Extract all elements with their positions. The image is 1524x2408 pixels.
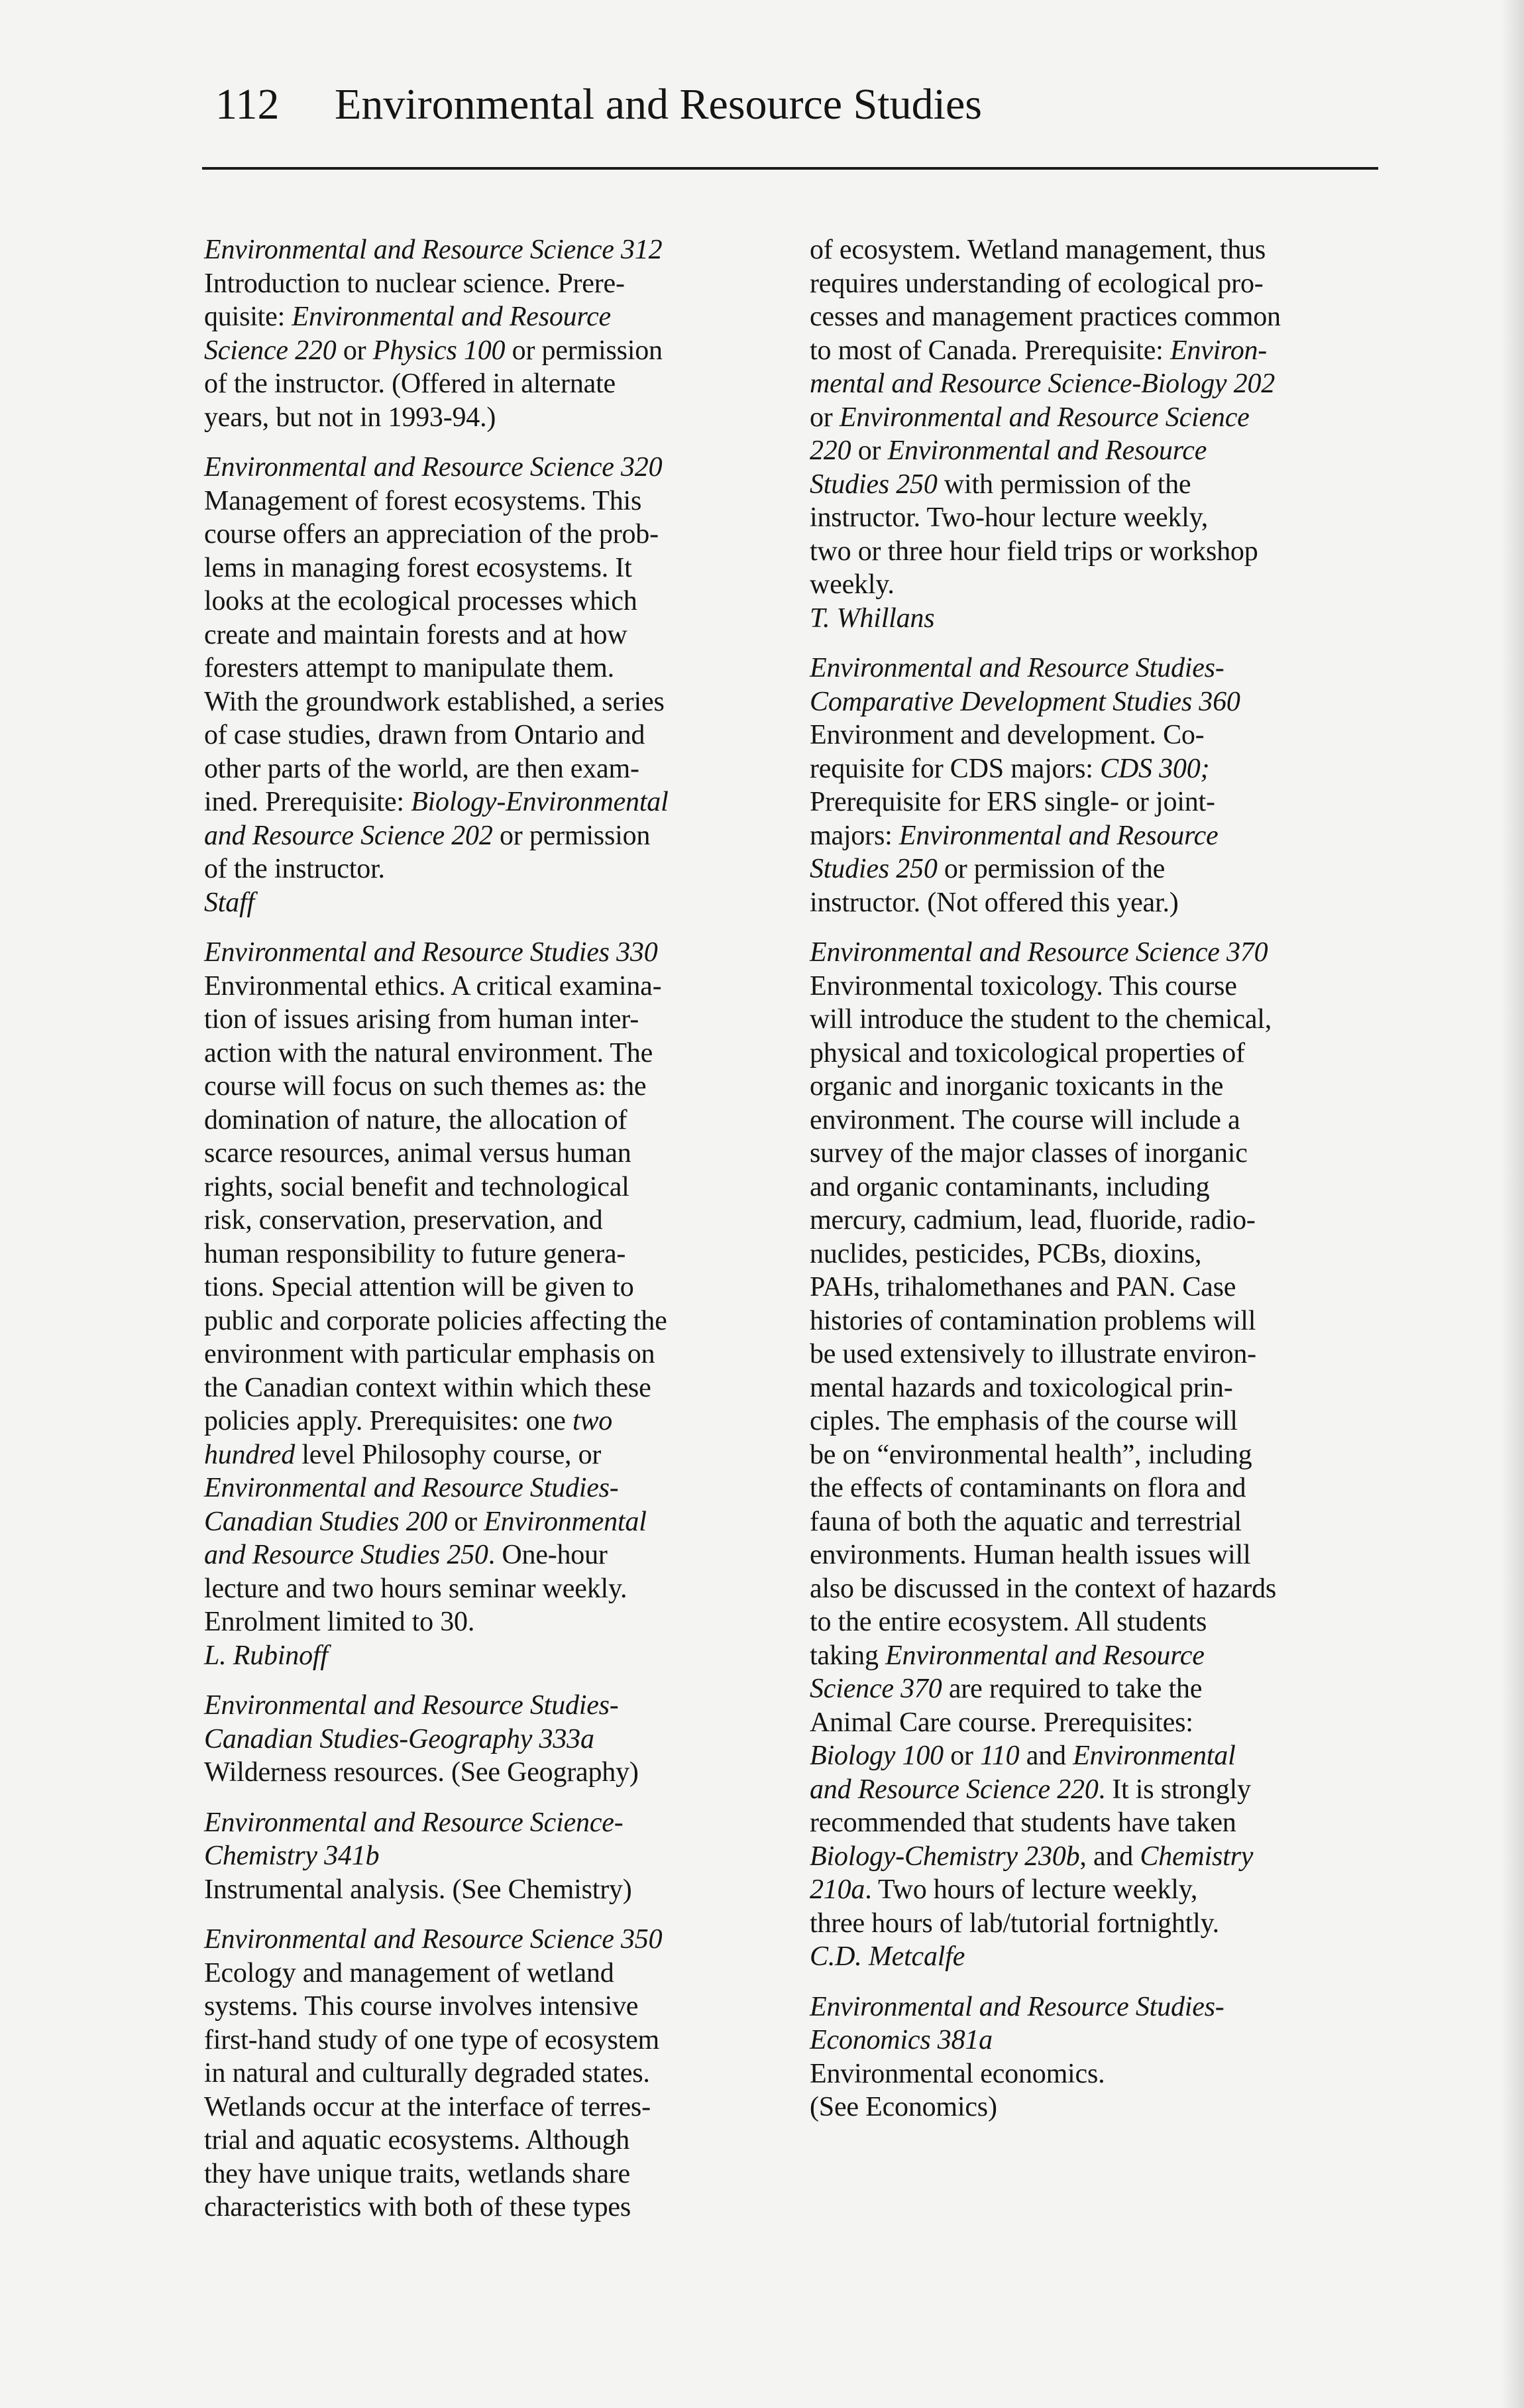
roman-text: cesses and management practices common (810, 302, 1281, 332)
roman-text: course will focus on such themes as: the (204, 1071, 647, 1102)
text-line (810, 2057, 1373, 2091)
text-line (204, 936, 767, 970)
roman-text: or (447, 1506, 484, 1537)
italic-text: Environmental and Resource (898, 820, 1219, 851)
roman-text: mental hazards and toxicological prin- (810, 1372, 1233, 1403)
italic-text: and Resource Science 202 (204, 820, 493, 851)
text-line (204, 1271, 767, 1304)
roman-text: the Canadian context within which these (204, 1372, 651, 1403)
roman-text: action with the natural environment. The (204, 1037, 653, 1068)
text-line (810, 602, 1373, 636)
roman-text: risk, conservation, preservation, and (204, 1205, 603, 1235)
text-line (810, 1104, 1373, 1137)
roman-text: policies apply. Prerequisites: one (204, 1406, 572, 1436)
text-line (204, 1839, 767, 1873)
text-line (204, 1806, 767, 1840)
roman-text: ined. Prerequisite: (204, 787, 411, 817)
text-line (204, 1505, 767, 1539)
roman-text: environments. Human health issues will (810, 1540, 1251, 1570)
text-line (204, 518, 767, 551)
roman-text: taking (810, 1640, 886, 1671)
text-line (810, 1538, 1373, 1572)
roman-text: be on “environmental health”, including (810, 1439, 1252, 1470)
italic-text: 110 (980, 1741, 1020, 1771)
text-line (810, 535, 1373, 569)
roman-text: environment. The course will include a (810, 1104, 1240, 1135)
roman-text: or (810, 402, 840, 433)
text-line (204, 1639, 767, 1673)
text-line (204, 1756, 767, 1790)
text-line (810, 1003, 1373, 1037)
italic-text: C.D. Metcalfe (810, 1941, 965, 1972)
text-line (810, 1873, 1373, 1907)
roman-text: or permission (492, 820, 651, 851)
course-entry (810, 1990, 1373, 2124)
italic-text: Environmental (484, 1506, 647, 1537)
text-line (204, 2157, 767, 2191)
text-line (204, 1137, 767, 1171)
course-entry (810, 652, 1373, 919)
text-line (810, 1639, 1373, 1673)
roman-text: scarce resources, animal versus human (204, 1138, 631, 1169)
text-line (204, 267, 767, 301)
text-line (810, 401, 1373, 435)
text-line (204, 1237, 767, 1271)
italic-text: two (572, 1406, 613, 1436)
text-line (810, 1739, 1373, 1773)
text-line (810, 1237, 1373, 1271)
text-line (204, 2124, 767, 2157)
roman-text: trial and aquatic ecosystems. Although (204, 2125, 630, 2155)
text-line (204, 1471, 767, 1505)
roman-text: of the instructor. (204, 854, 385, 884)
roman-text: or (336, 335, 373, 366)
italic-text: L. Rubinoff (204, 1640, 328, 1671)
roman-text: weekly. (810, 569, 895, 600)
course-entry (810, 233, 1373, 635)
roman-text: instructor. Two-hour lecture weekly, (810, 502, 1209, 533)
roman-text: Wetlands occur at the interface of terres- (204, 2091, 651, 2122)
italic-text: Environ- (1170, 335, 1268, 366)
roman-text: , and (1079, 1841, 1140, 1872)
text-line (204, 785, 767, 819)
text-line (810, 1572, 1373, 1606)
text-line (204, 1338, 767, 1371)
italic-text: Environmental and Resource Science- (204, 1807, 624, 1838)
roman-text: level Philosophy course, or (295, 1439, 602, 1470)
page-header (215, 72, 1375, 144)
italic-text: Canadian Studies 200 (204, 1506, 448, 1537)
roman-text: instructor. (Not offered this year.) (810, 887, 1179, 918)
text-line (810, 1806, 1373, 1840)
text-line (810, 652, 1373, 685)
italic-text: Environmental and Resource (885, 1640, 1205, 1671)
text-line (810, 367, 1373, 401)
roman-text: . It is strongly (1098, 1774, 1251, 1805)
text-line (204, 752, 767, 786)
text-line (204, 1990, 767, 2024)
italic-text: Environmental and Resource Science 370 (810, 937, 1268, 968)
roman-text: of case studies, drawn from Ontario and (204, 720, 645, 750)
italic-text: Environmental and Resource (292, 302, 611, 332)
text-line (204, 1304, 767, 1338)
text-line (810, 1706, 1373, 1740)
roman-text: Management of forest ecosystems. This (204, 485, 642, 516)
course-entry (204, 936, 767, 1672)
text-line (810, 1338, 1373, 1371)
text-line (204, 1438, 767, 1472)
italic-text: 220 (810, 435, 851, 466)
roman-text: or (851, 435, 888, 466)
roman-text: lecture and two hours seminar weekly. (204, 1573, 627, 1604)
roman-text: With the groundwork established, a series (204, 686, 665, 717)
roman-text: with permission of the (937, 469, 1191, 500)
text-line (810, 1304, 1373, 1338)
roman-text: Introduction to nuclear science. Prere- (204, 268, 625, 299)
text-line (810, 1137, 1373, 1171)
roman-text: the effects of contaminants on flora and (810, 1473, 1246, 1503)
text-line (810, 568, 1373, 602)
text-line (810, 501, 1373, 535)
roman-text: create and maintain forests and at how (204, 619, 627, 650)
roman-text: and (1019, 1741, 1073, 1771)
text-line (810, 752, 1373, 786)
text-line (810, 785, 1373, 819)
italic-text: Biology 100 (810, 1741, 944, 1771)
italic-text: Studies 250 (810, 469, 938, 500)
text-line (204, 451, 767, 485)
text-line (204, 367, 767, 401)
text-line (204, 551, 767, 585)
course-entry (204, 1689, 767, 1790)
roman-text: foresters attempt to manipulate them. (204, 653, 614, 683)
page-number: 112 (215, 80, 280, 129)
roman-text: Prerequisite for ERS single- or joint- (810, 787, 1215, 817)
text-line (204, 1723, 767, 1756)
text-line (810, 1672, 1373, 1706)
text-line (204, 401, 767, 435)
roman-text: human responsibility to future genera- (204, 1238, 626, 1269)
text-line (204, 1923, 767, 1957)
italic-text: Environmental and Resource Studies- (810, 653, 1225, 683)
italic-text: Economics 381a (810, 2025, 993, 2055)
roman-text: domination of nature, the allocation of (204, 1104, 627, 1135)
page-edge-shadow (1501, 0, 1524, 2408)
text-line (810, 819, 1373, 853)
roman-text: years, but not in 1993-94.) (204, 402, 496, 433)
italic-text: Environmental and Resource Science 320 (204, 452, 663, 483)
roman-text: or permission of the (937, 854, 1166, 884)
text-line (810, 1605, 1373, 1639)
roman-text: they have unique traits, wetlands share (204, 2158, 630, 2189)
roman-text: two or three hour field trips or workshop (810, 536, 1258, 567)
roman-text: characteristics with both of these types (204, 2192, 631, 2222)
roman-text: of the instructor. (Offered in alternate (204, 369, 616, 399)
roman-text: or permission (505, 335, 663, 366)
italic-text: mental and Resource Science-Biology 202 (810, 369, 1276, 399)
text-line (204, 718, 767, 752)
roman-text: and organic contaminants, including (810, 1171, 1210, 1202)
text-line (204, 819, 767, 853)
text-line (810, 1773, 1373, 1807)
text-line (810, 970, 1373, 1003)
roman-text: Enrolment limited to 30. (204, 1607, 475, 1637)
text-line (204, 1689, 767, 1723)
roman-text: public and corporate policies affecting the (204, 1305, 667, 1336)
text-line (204, 2191, 767, 2224)
text-line (204, 1538, 767, 1572)
roman-text: course offers an appreciation of the prob- (204, 519, 659, 549)
text-line (810, 936, 1373, 970)
text-line (810, 852, 1373, 886)
italic-text: Environmental and Resource Studies- (204, 1690, 619, 1721)
text-line (810, 1204, 1373, 1237)
roman-text: organic and inorganic toxicants in the (810, 1071, 1224, 1102)
italic-text: Environmental and Resource Science 312 (204, 235, 663, 265)
italic-text: Environmental and Resource (887, 435, 1207, 466)
text-line (810, 434, 1373, 468)
roman-text: be used extensively to illustrate environ- (810, 1339, 1256, 1369)
text-line (810, 334, 1373, 368)
italic-text: and Resource Studies 250 (204, 1540, 488, 1570)
roman-text: . Two hours of lecture weekly, (865, 1874, 1198, 1905)
roman-text: recommended that students have taken (810, 1807, 1236, 1838)
text-line (204, 1405, 767, 1438)
course-entry (810, 936, 1373, 1974)
roman-text: or (943, 1741, 981, 1771)
roman-text: Environmental ethics. A critical examina- (204, 970, 662, 1002)
roman-text: PAHs, trihalomethanes and PAN. Case (810, 1272, 1236, 1302)
text-line (204, 485, 767, 518)
text-line (810, 1070, 1373, 1104)
text-line (204, 1003, 767, 1037)
italic-text: Environmental and Resource Studies- (810, 1991, 1225, 2022)
course-entry (204, 1806, 767, 1907)
text-line (204, 852, 767, 886)
italic-text: Environmental (1073, 1741, 1236, 1771)
text-line (204, 685, 767, 719)
roman-text: other parts of the world, are then exam- (204, 753, 639, 784)
italic-text: Chemistry (1140, 1841, 1254, 1872)
text-line (204, 1873, 767, 1907)
text-line (810, 1907, 1373, 1941)
text-line (810, 1471, 1373, 1505)
roman-text: . One-hour (488, 1540, 608, 1570)
italic-text: CDS 300; (1100, 753, 1210, 784)
italic-text: Staff (204, 887, 255, 918)
roman-text: nuclides, pesticides, PCBs, dioxins, (810, 1238, 1202, 1269)
roman-text: ciples. The emphasis of the course will (810, 1406, 1238, 1436)
roman-text: three hours of lab/tutorial fortnightly. (810, 1908, 1219, 1939)
roman-text: of ecosystem. Wetland management, thus (810, 235, 1266, 265)
roman-text: (See Economics) (810, 2092, 997, 2122)
roman-text: environment with particular emphasis on (204, 1339, 655, 1369)
text-line (810, 718, 1373, 752)
text-line (810, 1271, 1373, 1304)
roman-text: in natural and culturally degraded states. (204, 2058, 650, 2089)
course-entry (204, 233, 767, 434)
text-line (810, 886, 1373, 920)
roman-text: fauna of both the aquatic and terrestrial (810, 1506, 1242, 1537)
italic-text: Chemistry 341b (204, 1841, 380, 1871)
text-line (810, 1990, 1373, 2024)
text-line (204, 2057, 767, 2091)
course-entry (204, 1923, 767, 2224)
text-line (204, 652, 767, 685)
italic-text: T. Whillans (810, 602, 935, 634)
text-line (810, 267, 1373, 301)
text-line (204, 618, 767, 652)
roman-text: mercury, cadmium, lead, fluoride, radio- (810, 1205, 1256, 1235)
text-line (204, 886, 767, 920)
italic-text: Comparative Development Studies 360 (810, 686, 1240, 717)
roman-text: are required to take the (942, 1674, 1203, 1704)
italic-text: Studies 250 (810, 854, 938, 884)
roman-text: Environmental economics. (810, 2058, 1105, 2089)
roman-text: rights, social benefit and technological (204, 1171, 629, 1202)
italic-text: Biology-Environmental (411, 787, 669, 817)
roman-text: survey of the major classes of inorganic (810, 1138, 1248, 1169)
italic-text: Environmental and Resource Science 350 (204, 1924, 663, 1955)
roman-text: also be discussed in the context of hazards (810, 1573, 1277, 1604)
text-line (204, 334, 767, 368)
text-line (204, 1572, 767, 1606)
roman-text: histories of contamination problems will (810, 1305, 1256, 1336)
italic-text: 210a (810, 1874, 865, 1905)
header-rule (202, 167, 1378, 170)
roman-text: lems in managing forest ecosystems. It (204, 552, 632, 583)
right-column (810, 233, 1373, 2141)
roman-text: requisite for CDS majors: (810, 753, 1101, 784)
roman-text: Instrumental analysis. (See Chemistry) (204, 1874, 632, 1905)
text-line (810, 468, 1373, 502)
italic-text: hundred (204, 1439, 296, 1470)
text-line (810, 1940, 1373, 1974)
text-line (810, 685, 1373, 719)
text-line (204, 1605, 767, 1639)
text-line (204, 233, 767, 267)
text-line (810, 1171, 1373, 1204)
text-line (810, 1371, 1373, 1405)
text-line (810, 1505, 1373, 1539)
roman-text: tions. Special attention will be given to (204, 1272, 634, 1302)
roman-text: Ecology and management of wetland (204, 1957, 614, 1988)
roman-text: systems. This course involves intensive (204, 1991, 639, 2022)
roman-text: first-hand study of one type of ecosystem (204, 2024, 659, 2055)
text-line (810, 1405, 1373, 1438)
text-line (810, 233, 1373, 267)
italic-text: Biology-Chemistry 230b (810, 1841, 1080, 1872)
italic-text: and Resource Science 220 (810, 1774, 1099, 1805)
text-line (204, 2091, 767, 2124)
italic-text: Environmental and Resource Studies 330 (204, 937, 658, 968)
roman-text: majors: (810, 820, 899, 851)
course-entry (204, 451, 767, 919)
left-column (204, 233, 767, 2241)
text-line (204, 1171, 767, 1204)
roman-text: quisite: (204, 302, 292, 332)
italic-text: Canadian Studies-Geography 333a (204, 1723, 594, 1754)
text-line (204, 300, 767, 334)
text-line (204, 1204, 767, 1237)
text-line (204, 585, 767, 618)
text-line (810, 300, 1373, 334)
text-line (810, 1438, 1373, 1472)
text-line (810, 1037, 1373, 1070)
text-line (204, 1070, 767, 1104)
text-line (204, 970, 767, 1003)
text-line (204, 1957, 767, 1990)
italic-text: Science 220 (204, 335, 337, 366)
italic-text: Environmental and Resource Science (839, 402, 1250, 433)
running-head: Environmental and Resource Studies (335, 80, 982, 129)
roman-text: will introduce the student to the chemical, (810, 1004, 1272, 1035)
roman-text: Environment and development. Co- (810, 720, 1205, 750)
roman-text: to most of Canada. Prerequisite: (810, 335, 1170, 366)
roman-text: tion of issues arising from human inter- (204, 1004, 639, 1035)
italic-text: Physics 100 (372, 335, 506, 366)
roman-text: Animal Care course. Prerequisites: (810, 1707, 1193, 1738)
italic-text: Science 370 (810, 1674, 942, 1704)
roman-text: to the entire ecosystem. All students (810, 1607, 1207, 1637)
text-line (204, 1371, 767, 1405)
roman-text: physical and toxicological properties of (810, 1037, 1245, 1068)
text-line (204, 1104, 767, 1137)
roman-text: Environmental toxicology. This course (810, 970, 1237, 1002)
text-line (810, 2091, 1373, 2124)
text-line (204, 2024, 767, 2057)
italic-text: Environmental and Resource Studies- (204, 1473, 619, 1503)
text-line (204, 1037, 767, 1070)
roman-text: looks at the ecological processes which (204, 586, 637, 616)
roman-text: requires understanding of ecological pro- (810, 268, 1264, 299)
text-line (810, 1840, 1373, 1874)
text-line (810, 2024, 1373, 2057)
roman-text: Wilderness resources. (See Geography) (204, 1757, 639, 1788)
